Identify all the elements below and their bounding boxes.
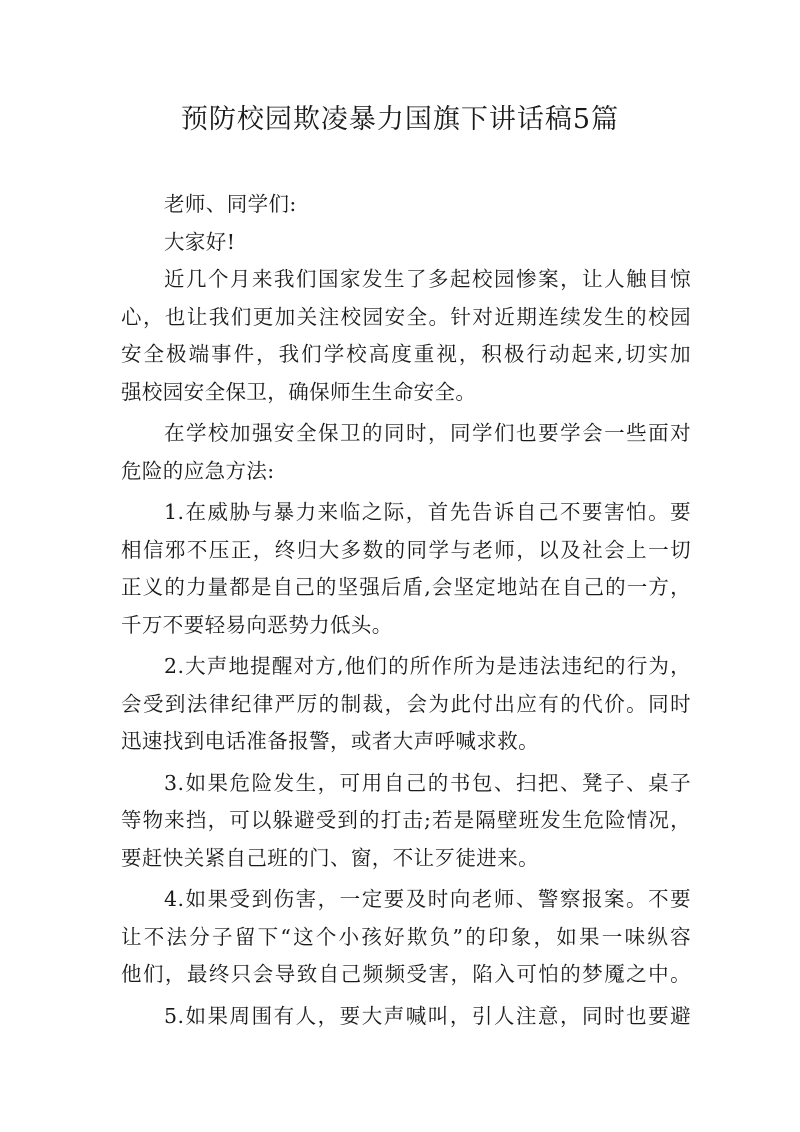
text-line: 千万不要轻易向恶势力低头。 [121,612,393,637]
text-line: 2.大声地提醒对方,他们的所作所为是违法违纪的行为， [164,654,691,678]
document-body [121,186,691,1035]
text-line: 大家好! [164,229,236,254]
text-line: 强校园安全保卫，确保师生生命安全。 [121,379,477,404]
text-line: 迅速找到电话准备报警，或者大声呼喊求救。 [121,729,539,753]
document-title: 预防校园欺凌暴力国旗下讲话稿5篇 [180,104,620,135]
text-line: 危险的应急方法: [121,458,275,483]
text-line: 要赶快关紧自己班的门、窗，不让歹徒进来。 [121,845,539,870]
text-line: 1.在威胁与暴力来临之际，首先告诉自己不要害怕。要 [164,500,691,524]
text-line: 正义的力量都是自己的坚强后盾,会坚定地站在自己的一方， [121,575,691,599]
text-line: 安全极端事件，我们学校高度重视，积极行动起来,切实加 [121,342,691,366]
text-line: 老师、同学们: [164,192,297,216]
text-line: 他们，最终只会导致自己频频受害，陷入可怕的梦魇之中。 [121,962,691,986]
text-line: 会受到法律纪律严厉的制裁，会为此付出应有的代价。同时 [121,691,691,716]
text-line: 等物来挡，可以躲避受到的打击;若是隔壁班发生危险情况， [121,808,691,832]
text-line: 相信邪不压正，终归大多数的同学与老师，以及社会上一切 [121,537,691,562]
text-line: 在学校加强安全保卫的同时，同学们也要学会一些面对 [164,421,691,445]
text-line: 心，也让我们更加关注校园安全。针对近期连续发生的校园 [121,304,691,329]
text-line: 让不法分子留下“这个小孩好欺负”的印象，如果一味纵容 [121,924,691,949]
text-line: 4.如果受到伤害，一定要及时向老师、警察报案。不要 [164,887,691,911]
text-line: 3.如果危险发生，可用自己的书包、扫把、凳子、桌子 [164,770,691,795]
text-line: 近几个月来我们国家发生了多起校园惨案，让人触目惊 [164,267,691,291]
text-line: 5.如果周围有人，要大声喊叫，引人注意，同时也要避 [164,1003,691,1028]
